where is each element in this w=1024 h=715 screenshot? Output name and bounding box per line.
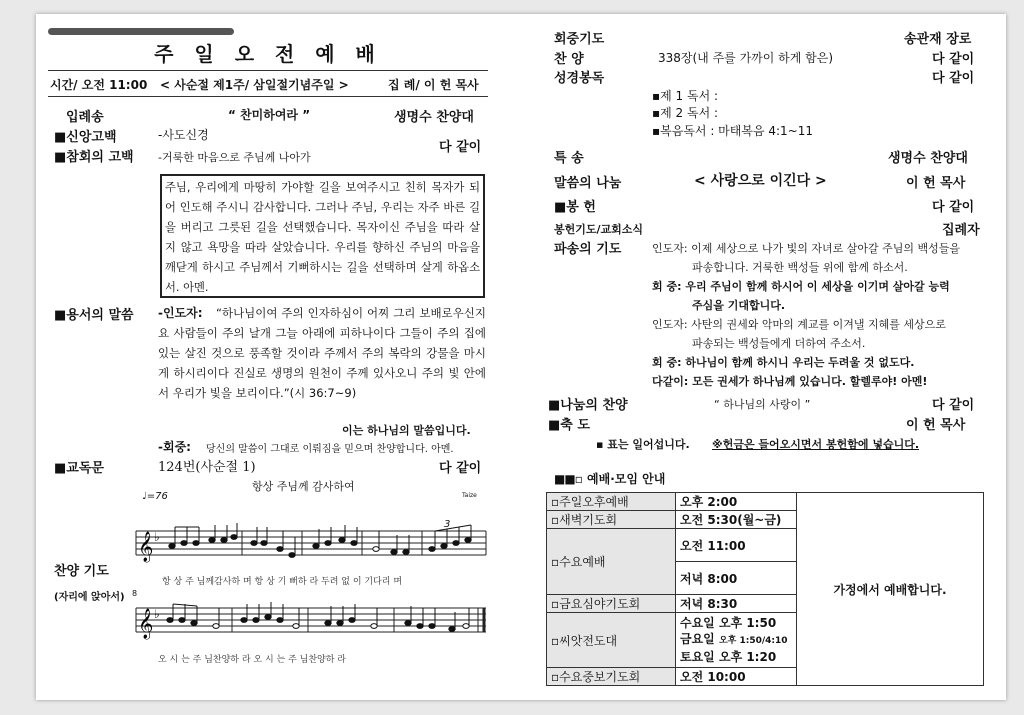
hymn-by: 다 같이	[439, 461, 482, 476]
stand-note: ▪ 표는 일어섭니다.	[596, 438, 690, 451]
scripture-by: 다 같이	[932, 71, 975, 86]
entrance-by: 생명수 찬양대	[394, 110, 474, 125]
special-label: 특 송	[554, 151, 584, 166]
sending-line: 인도자: 사탄의 권세와 악마의 계교를 이겨낼 지혜를 세상으로	[652, 318, 946, 331]
hymn-right-title: 338장(내 주를 가까이 하게 함은)	[658, 51, 834, 65]
sharing-hymn-by: 다 같이	[932, 398, 975, 413]
confession-box: 주님, 우리에게 마땅히 가야할 길을 보여주시고 친히 목자가 되어 인도해 주시니 감사합니다. 그러나 주님, 우리는 자주 바른 길을 버리고 그릇된 길을 선택했습니다. 목자이신 주님을 따라 살지 않고 욕망을 따라 살았습니다. 우리를 향하신 주님의 마음을 깨닫게 하시고 주님께서 기뻐하시는 길을 선택하며 살게 하옵소서. 아멘.	[160, 174, 485, 298]
sharing-hymn-label: ■나눔의 찬양	[548, 398, 628, 413]
song-title: 항상 주님께 감사하여	[252, 480, 355, 493]
pardon-closing: 이는 하나님의 말씀입니다.	[342, 424, 471, 437]
reading-1: ▪제 1 독서 :	[652, 89, 719, 103]
schedule-heading: ■■▫ 예배·모임 안내	[554, 472, 666, 486]
sending-line: 회 중: 우리 주님이 함께 하시어 이 세상을 이기며 살아갈 능력	[652, 280, 950, 293]
hymn-right-label: 찬 양	[554, 52, 584, 67]
reading-2: ▪제 2 독서 :	[652, 106, 719, 120]
svg-text:♭: ♭	[154, 607, 160, 621]
sending-line: 다같이: 모든 권세가 하나님께 있습니다. 할렐루야! 아멘!	[652, 375, 928, 388]
pardon-text: “하나님이여 주의 인자하심이 어찌 그리 보배로우신지요 사람들이 주의 날개 그늘 아래에 피하나이다 그들이 주의 집에 있는 살진 것으로 풍족할 것이라 주께서 주의 복락의 강물을 마시게 하시리이다 진실로 생명의 원천이 주께 있사오니 주의 빛 안에서 우리가 빛을 보리이다.”(시 36:7~9)	[158, 306, 486, 400]
pardon-label: ■용서의 말씀	[54, 308, 134, 323]
schedule-name: ▫수요중보기도회	[547, 668, 676, 686]
pardon-leader-label: -인도자:	[158, 306, 203, 320]
divider	[48, 96, 488, 97]
offering-prayer-label: 봉헌기도/교회소식	[554, 223, 644, 236]
sermon-label: 말씀의 나눔	[554, 176, 622, 191]
svg-text:𝄞: 𝄞	[138, 609, 154, 639]
tempo-mark: ♩=76	[142, 491, 168, 502]
congregation-label: -회중:	[158, 440, 191, 454]
schedule-time: 오전 10:00	[676, 668, 797, 686]
measure-number: 8	[132, 589, 138, 598]
scripture-label: 성경봉독	[554, 71, 605, 86]
offering-label: ■봉 헌	[554, 200, 596, 215]
music-staff-1	[132, 519, 492, 569]
composer: Taize	[462, 492, 477, 499]
repent-desc: -거룩한 마음으로 주님께 나아가	[158, 151, 311, 164]
prayer-by: 송관재 장로	[904, 32, 972, 47]
offering-by: 다 같이	[932, 200, 975, 215]
sending-line: 주심을 기대합니다.	[692, 299, 786, 312]
schedule-time: 오전 5:30(월~금)	[676, 511, 797, 529]
service-time: 시간/ 오전 11:00	[50, 78, 148, 92]
creed-label: ■신앙고백	[54, 130, 117, 145]
congregation-text: 당신의 말씀이 그대로 이뤄짐을 믿으며 찬양합니다. 아멘.	[206, 444, 454, 455]
sharing-hymn-title: “ 하나님의 사랑이 ”	[714, 398, 811, 411]
svg-text:𝄞: 𝄞	[138, 532, 154, 562]
music-staff-2	[132, 596, 492, 646]
svg-text:♭: ♭	[154, 530, 160, 544]
lyrics-line-2: 오 시 는 주 님찬양하 라 오 시 는 주 님찬양하 라	[158, 655, 346, 665]
schedule-name: ▫수요예배	[547, 529, 676, 595]
schedule-note: 가정에서 예배합니다.	[797, 493, 984, 686]
schedule-time: 저녁 8:00	[676, 562, 797, 595]
page-title: 주 일 오 전 예 배	[154, 42, 382, 66]
decorative-bar	[48, 28, 234, 35]
schedule-table	[546, 492, 984, 686]
sermon-title: < 사랑으로 이긴다 >	[694, 173, 827, 189]
divider	[48, 70, 488, 71]
hymn-number: 124번(사순절 1)	[158, 460, 256, 475]
service-officiant: 집 례/ 이 헌 목사	[388, 78, 479, 92]
triplet-mark: 3	[444, 519, 451, 530]
praise-label: 찬양 기도	[54, 564, 109, 579]
sending-label: 파송의 기도	[554, 242, 622, 257]
prayer-label: 회중기도	[554, 32, 605, 47]
offering-prayer-by: 집례자	[942, 223, 980, 238]
benediction-by: 이 헌 목사	[906, 418, 966, 433]
bulletin-page	[36, 14, 1006, 700]
offering-note: ※헌금은 들어오시면서 봉헌함에 넣습니다.	[712, 438, 920, 451]
schedule-name: ▫금요심야기도회	[547, 595, 676, 613]
schedule-name: ▫주일오후예배	[547, 493, 676, 511]
hymn-label: ■교독문	[54, 461, 104, 476]
entrance-label: 입례송	[66, 110, 104, 125]
entrance-song: “ 찬미하여라 ”	[228, 108, 311, 122]
schedule-name: ▫씨앗전도대	[547, 613, 676, 668]
hymn-right-by: 다 같이	[932, 52, 975, 67]
table-row	[547, 493, 984, 511]
service-season: < 사순절 제1주/ 삼일절기념주일 >	[160, 78, 349, 92]
sending-line: 인도자: 이제 세상으로 나가 빛의 자녀로 살아갈 주님의 백성들을	[652, 242, 960, 255]
benediction-label: ■축 도	[548, 418, 590, 433]
schedule-time: 수요일 오후 1:50 금요일 오후 1:50/4:10 토요일 오후 1:20	[676, 613, 797, 668]
creed-desc: -사도신경	[158, 128, 209, 142]
schedule-time: 저녁 8:30	[676, 595, 797, 613]
sending-line: 파송합니다. 거룩한 백성들 위에 함께 하소서.	[692, 261, 908, 274]
special-by: 생명수 찬양대	[888, 151, 968, 166]
sermon-by: 이 헌 목사	[906, 176, 966, 191]
repent-by: 다 같이	[439, 140, 482, 155]
schedule-time: 오전 11:00	[676, 529, 797, 562]
schedule-time: 오후 2:00	[676, 493, 797, 511]
lyrics-line-1: 항 상 주 님께감사하 며 항 상 기 뻐하 라 두려 없 이 기다리 며	[162, 577, 403, 587]
sending-line: 회 중: 하나님이 함께 하시니 우리는 두려울 것 없도다.	[652, 356, 915, 369]
repent-label: ■참회의 고백	[54, 150, 134, 165]
schedule-name: ▫새벽기도회	[547, 511, 676, 529]
praise-sub: (자리에 앉아서)	[54, 592, 125, 603]
sending-line: 파송되는 백성들에게 더하여 주소서.	[692, 337, 866, 350]
reading-gospel: ▪복음독서 : 마태복음 4:1~11	[652, 124, 813, 138]
